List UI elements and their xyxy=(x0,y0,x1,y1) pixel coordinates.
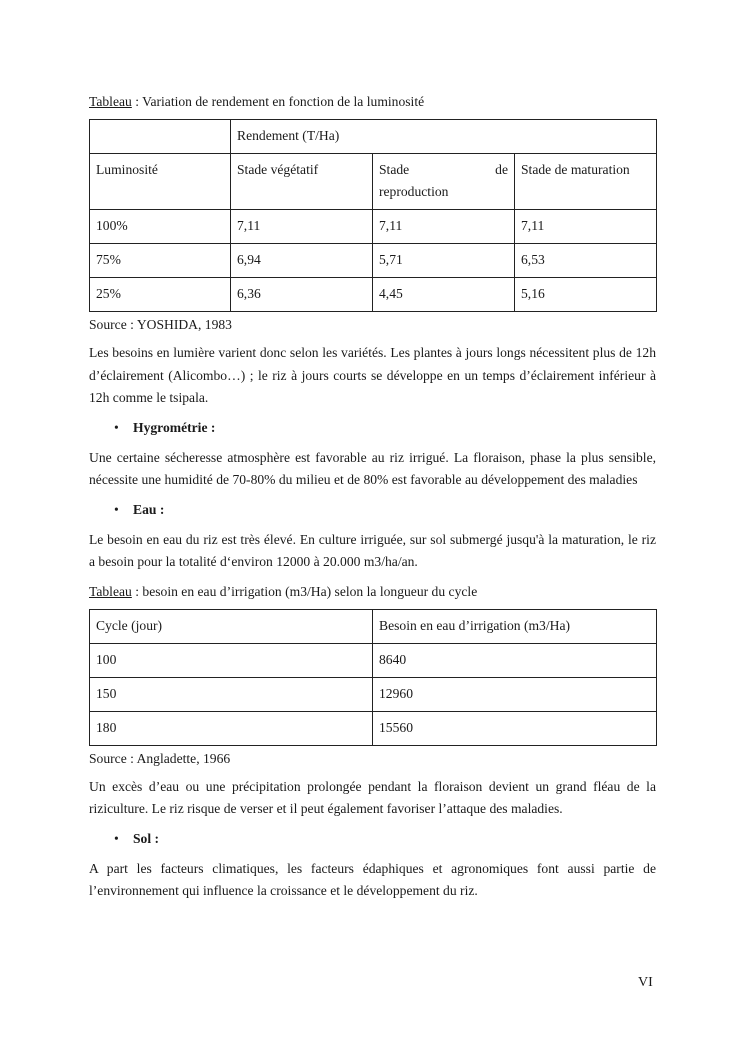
table-cell: 5,71 xyxy=(373,244,515,278)
table-cell: 100 xyxy=(90,643,373,677)
bullet-label: Eau : xyxy=(133,501,165,517)
table2-caption-label: Tableau xyxy=(89,583,132,599)
table-header-cycle: Cycle (jour) xyxy=(90,609,373,643)
table-header-vegetatif: Stade végétatif xyxy=(231,154,373,210)
table-cell: 150 xyxy=(90,677,373,711)
table-cell: 4,45 xyxy=(373,278,515,312)
table-cell: 75% xyxy=(90,244,231,278)
bullet-hygrometrie xyxy=(89,418,656,438)
table-header-rendement: Rendement (T/Ha) xyxy=(231,120,657,154)
table-header-luminosite: Luminosité xyxy=(90,154,231,210)
table-row xyxy=(90,154,657,210)
paragraph-sol: A part les facteurs climatiques, les facteurs édaphiques et agronomiques font aussi partie de l’environnement qui influence la croissance et le développement du riz. xyxy=(89,860,656,898)
table-cell: 5,16 xyxy=(515,278,657,312)
page-number: VI xyxy=(638,975,653,990)
paragraph-exces-eau: Un excès d’eau ou une précipitation prolongée pendant la floraison devient un grand fléau de la riziculture. Le riz risque de verser et il peut également favoriser l’attaque des maladies. xyxy=(89,778,656,816)
table-header-reproduction xyxy=(373,154,515,210)
table-row xyxy=(90,643,657,677)
document-page xyxy=(89,92,656,911)
bullet-label: Sol : xyxy=(133,830,160,846)
header-reproduction-word1: Stade xyxy=(379,162,410,177)
bullet-sol xyxy=(89,829,656,849)
table-cell: 15560 xyxy=(373,711,657,745)
table-cell: 25% xyxy=(90,278,231,312)
table-row xyxy=(90,244,657,278)
table2-caption-text: : besoin en eau d’irrigation (m3/Ha) selon la longueur du cycle xyxy=(131,583,478,599)
bullet-dot-icon: • xyxy=(114,830,119,846)
bullet-label: Hygrométrie : xyxy=(133,419,216,435)
table-row xyxy=(90,278,657,312)
table1-caption-label: Tableau xyxy=(89,94,132,109)
table-cell: 12960 xyxy=(373,677,657,711)
bullet-dot-icon: • xyxy=(114,419,119,435)
table1-caption-text: : Variation de rendement en fonction de la luminosité xyxy=(131,94,425,109)
irrigation-need-table xyxy=(89,609,657,746)
paragraph-lumiere: Les besoins en lumière varient donc selon les variétés. Les plantes à jours longs nécessitent plus de 12h d’éclairement (Alicombo…) ; le riz à jours courts se développe en un temps d’éclairement inférieur à 12h comme le tsipala. xyxy=(89,345,656,405)
table-cell: 8640 xyxy=(373,643,657,677)
table-cell: 180 xyxy=(90,711,373,745)
table2-caption xyxy=(89,582,656,602)
bullet-eau xyxy=(89,500,656,520)
table-row xyxy=(90,210,657,244)
header-reproduction-word2: de xyxy=(495,162,508,177)
table-cell: 7,11 xyxy=(231,210,373,244)
table-row xyxy=(90,120,657,154)
table-row xyxy=(90,711,657,745)
header-reproduction-word3: reproduction xyxy=(379,184,449,199)
paragraph-eau: Le besoin en eau du riz est très élevé. En culture irriguée, sur sol submergé jusqu'à la maturation, le riz a besoin pour la totalité d‘environ 12000 à 20.000 m3/ha/an. xyxy=(89,531,656,569)
table-cell: 7,11 xyxy=(373,210,515,244)
table-row xyxy=(90,677,657,711)
table2-source: Source : Angladette, 1966 xyxy=(89,750,231,766)
table-cell: 6,53 xyxy=(515,244,657,278)
table-cell: 100% xyxy=(90,210,231,244)
table1-caption xyxy=(89,92,656,112)
table-cell: 7,11 xyxy=(515,210,657,244)
paragraph-hygrometrie: Une certaine sécheresse atmosphère est favorable au riz irrigué. La floraison, phase la plus sensible, nécessite une humidité de 70-80% du milieu et de 80% est favorable au développement des maladies xyxy=(89,449,656,487)
table-cell-empty xyxy=(90,120,231,154)
table1-source: Source : YOSHIDA, 1983 xyxy=(89,317,232,332)
table-cell: 6,94 xyxy=(231,244,373,278)
bullet-dot-icon: • xyxy=(114,501,119,517)
table-header-maturation: Stade de maturation xyxy=(515,154,657,210)
table-header-besoin: Besoin en eau d’irrigation (m3/Ha) xyxy=(373,609,657,643)
luminosity-yield-table xyxy=(89,119,657,312)
table-cell: 6,36 xyxy=(231,278,373,312)
table-row xyxy=(90,609,657,643)
